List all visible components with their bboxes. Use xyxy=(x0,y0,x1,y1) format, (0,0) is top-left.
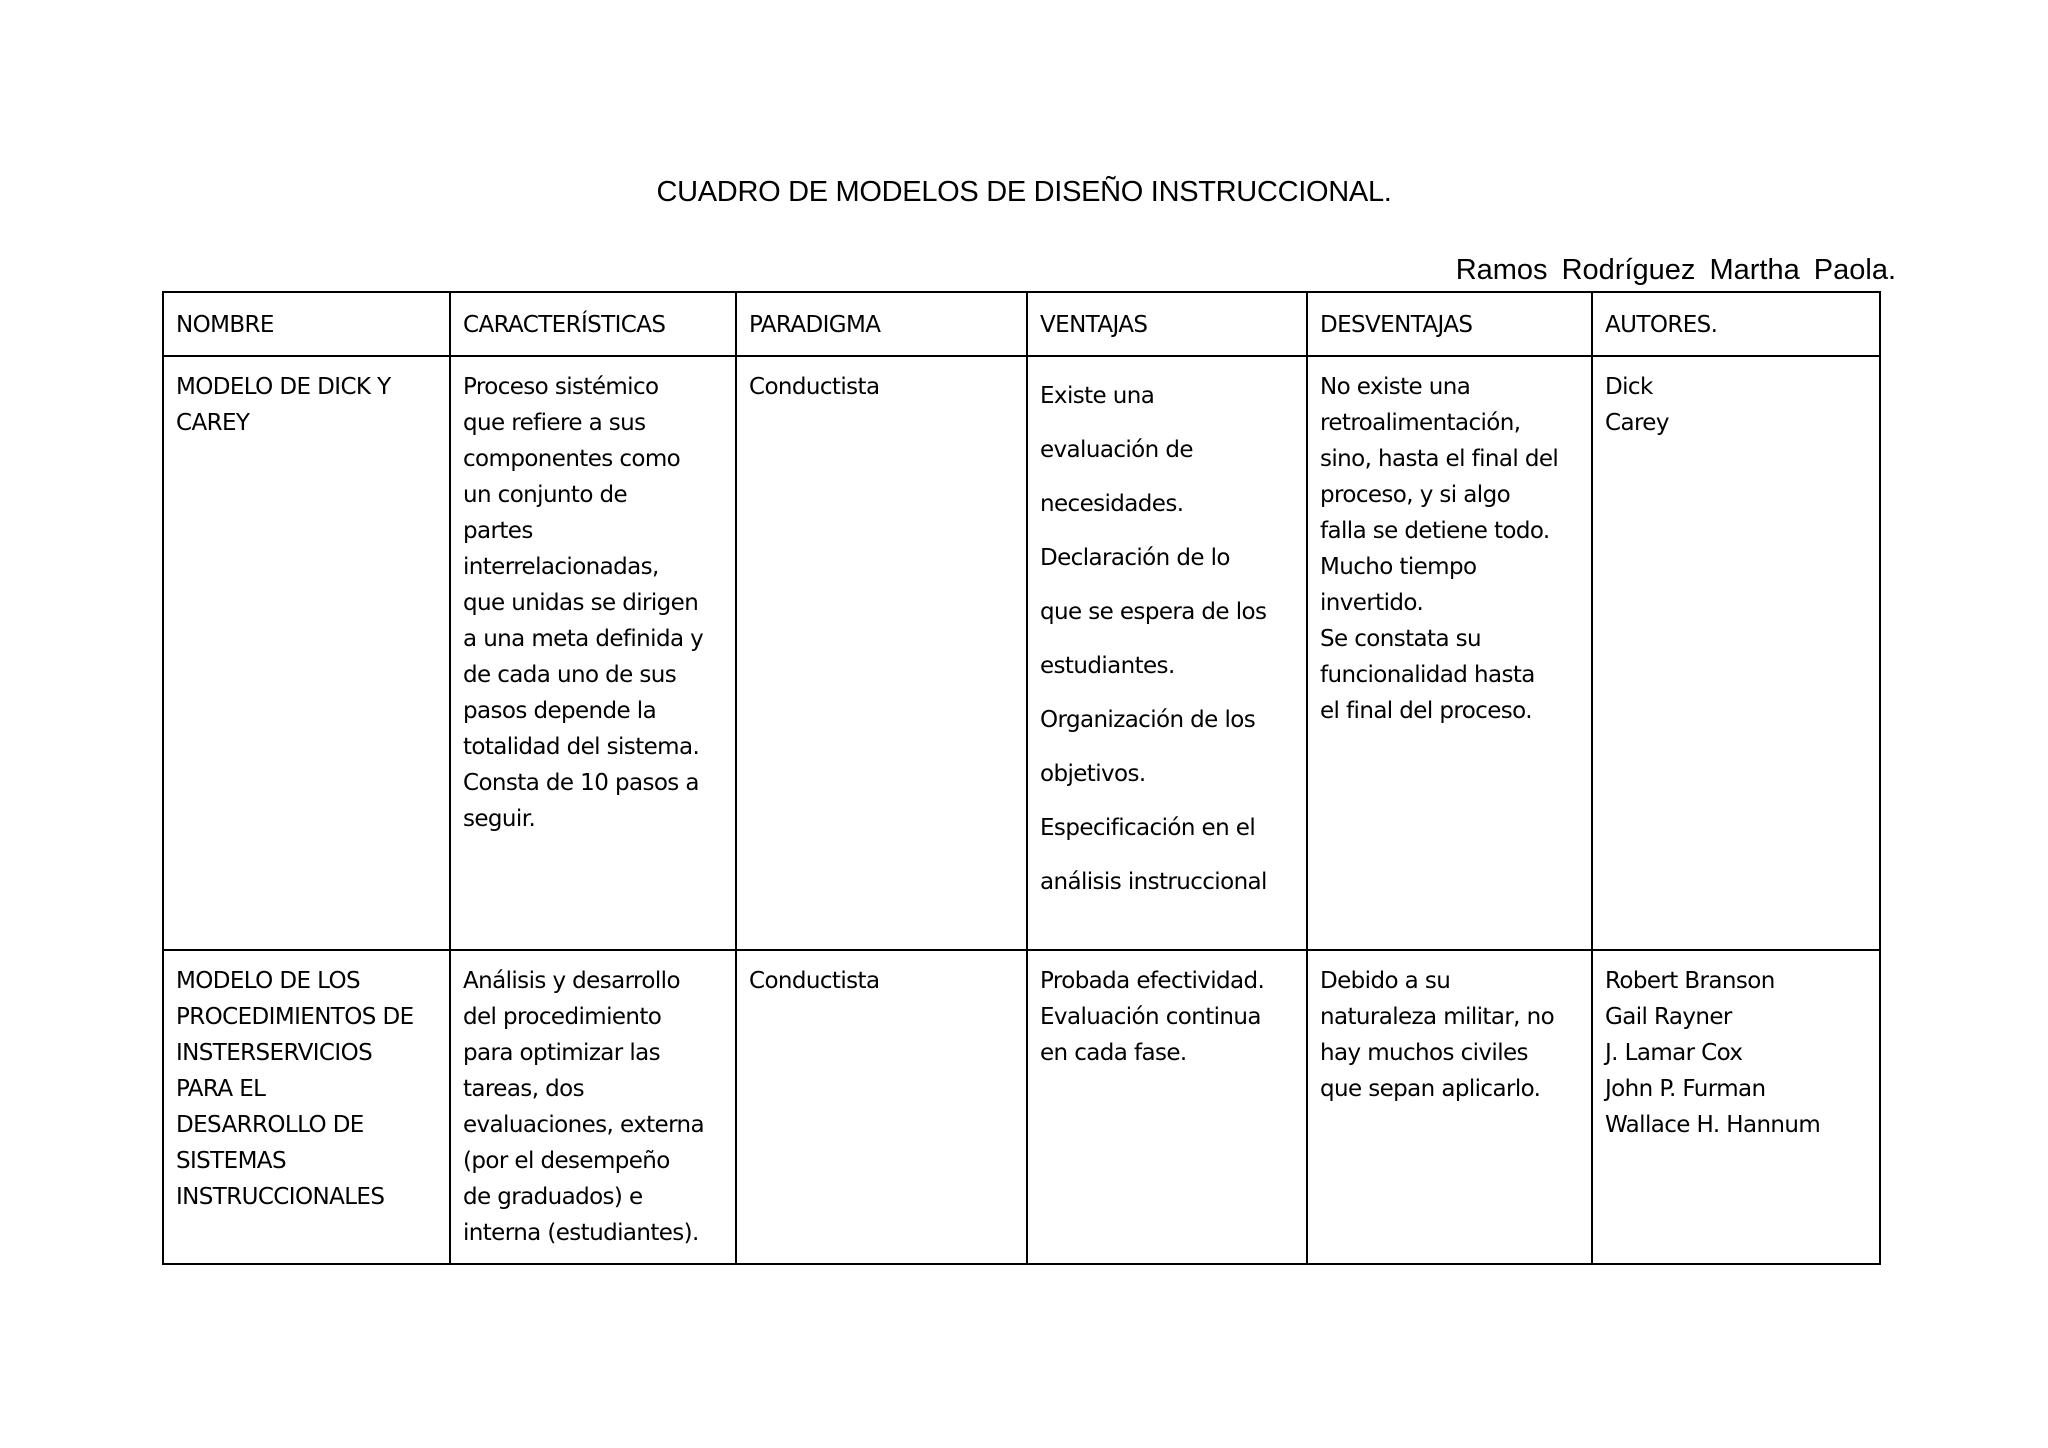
cell-text-line: evaluación de xyxy=(1040,437,1193,463)
cell-paradigma xyxy=(736,356,1027,950)
header-ventajas: VENTAJAS xyxy=(1027,292,1307,356)
cell-text-line: Conductista xyxy=(749,968,880,994)
cell-text-line: en cada fase. xyxy=(1040,1040,1187,1066)
cell-text-line: Organización de los xyxy=(1040,707,1256,733)
cell-text-line: No existe una xyxy=(1320,374,1471,400)
cell-text-line: que se espera de los xyxy=(1040,599,1267,625)
cell-text-line: invertido. xyxy=(1320,590,1424,616)
cell-text-line: Wallace H. Hannum xyxy=(1605,1112,1821,1138)
cell-text-line: Carey xyxy=(1605,410,1669,436)
cell-text-line: Se constata su xyxy=(1320,626,1482,652)
cell-text-line: partes xyxy=(463,518,533,544)
cell-text-line: CAREY xyxy=(176,410,250,436)
cell-text-line: de cada uno de sus xyxy=(463,662,677,688)
cell-text-line: a una meta definida y xyxy=(463,626,704,652)
cell-text-line: Dick xyxy=(1605,374,1653,400)
cell-text-line: Análisis y desarrollo xyxy=(463,968,680,994)
cell-text-line: PROCEDIMIENTOS DE xyxy=(176,1004,414,1030)
cell-text-line: Mucho tiempo xyxy=(1320,554,1477,580)
table-row xyxy=(163,950,1880,1264)
cell-text-line: John P. Furman xyxy=(1605,1076,1766,1102)
cell-text-line: Evaluación continua xyxy=(1040,1004,1261,1030)
cell-text-line: DESARROLLO DE xyxy=(176,1112,364,1138)
cell-desventajas xyxy=(1307,950,1592,1264)
cell-text-line: el final del proceso. xyxy=(1320,698,1532,724)
cell-text-line: de graduados) e xyxy=(463,1184,643,1210)
cell-text-line: Debido a su xyxy=(1320,968,1451,994)
cell-text-line: Probada efectividad. xyxy=(1040,968,1265,994)
cell-text-line: para optimizar las xyxy=(463,1040,661,1066)
cell-text-line: retroalimentación, xyxy=(1320,410,1521,436)
document-title: CUADRO DE MODELOS DE DISEÑO INSTRUCCIONAL. xyxy=(656,176,1392,208)
cell-text-line: MODELO DE DICK Y xyxy=(176,374,391,400)
cell-text-line: hay muchos civiles xyxy=(1320,1040,1528,1066)
header-autores: AUTORES. xyxy=(1592,292,1880,356)
cell-text-line: estudiantes. xyxy=(1040,653,1175,679)
cell-ventajas xyxy=(1027,356,1307,950)
header-paradigma: PARADIGMA xyxy=(736,292,1027,356)
cell-autores xyxy=(1592,950,1880,1264)
cell-text-line: sino, hasta el final del xyxy=(1320,446,1559,472)
cell-text-line: Conductista xyxy=(749,374,880,400)
cell-desventajas xyxy=(1307,356,1592,950)
cell-text-line: evaluaciones, externa xyxy=(463,1112,705,1138)
cell-nombre xyxy=(163,356,450,950)
cell-text-line: que sepan aplicarlo. xyxy=(1320,1076,1541,1102)
cell-text-line: (por el desempeño xyxy=(463,1148,670,1174)
cell-text-line: tareas, dos xyxy=(463,1076,584,1102)
cell-text-line: totalidad del sistema. xyxy=(463,734,700,760)
cell-text-line: J. Lamar Cox xyxy=(1605,1040,1743,1066)
cell-caracteristicas xyxy=(450,950,736,1264)
cell-text-line: Proceso sistémico xyxy=(463,374,659,400)
cell-text-line: INSTRUCCIONALES xyxy=(176,1184,385,1210)
cell-text-line: INSTERSERVICIOS xyxy=(176,1040,373,1066)
cell-text-line: objetivos. xyxy=(1040,761,1146,787)
cell-autores xyxy=(1592,356,1880,950)
cell-text-line: que unidas se dirigen xyxy=(463,590,699,616)
cell-text-line: análisis instruccional xyxy=(1040,869,1267,895)
cell-ventajas xyxy=(1027,950,1307,1264)
cell-text-line: SISTEMAS xyxy=(176,1148,286,1174)
cell-text-line: un conjunto de xyxy=(463,482,628,508)
cell-text-line: interrelacionadas, xyxy=(463,554,659,580)
cell-paradigma xyxy=(736,950,1027,1264)
cell-caracteristicas xyxy=(450,356,736,950)
cell-text-line: pasos depende la xyxy=(463,698,657,724)
cell-text-line: naturaleza militar, no xyxy=(1320,1004,1555,1030)
cell-text-line: MODELO DE LOS xyxy=(176,968,361,994)
header-caracteristicas: CARACTERÍSTICAS xyxy=(450,292,736,356)
cell-text-line: interna (estudiantes). xyxy=(463,1220,699,1246)
cell-text-line: funcionalidad hasta xyxy=(1320,662,1535,688)
cell-text-line: proceso, y si algo xyxy=(1320,482,1511,508)
cell-text-line: PARA EL xyxy=(176,1076,266,1102)
cell-text-line: necesidades. xyxy=(1040,491,1184,517)
cell-text-line: falla se detiene todo. xyxy=(1320,518,1550,544)
cell-text-line: Existe una xyxy=(1040,383,1155,409)
cell-text-line: Especificación en el xyxy=(1040,815,1256,841)
header-desventajas: DESVENTAJAS xyxy=(1307,292,1592,356)
cell-text-line: Consta de 10 pasos a xyxy=(463,770,699,796)
cell-text-line: del procedimiento xyxy=(463,1004,662,1030)
cell-text-line: Declaración de lo xyxy=(1040,545,1230,571)
cell-text-line: Robert Branson xyxy=(1605,968,1775,994)
models-table xyxy=(162,291,1881,1265)
table-row xyxy=(163,356,1880,950)
header-nombre: NOMBRE xyxy=(163,292,450,356)
cell-text-line: Gail Rayner xyxy=(1605,1004,1732,1030)
cell-text-line: que refiere a sus xyxy=(463,410,646,436)
table-header-row xyxy=(163,292,1880,356)
cell-text-line: componentes como xyxy=(463,446,681,472)
cell-nombre xyxy=(163,950,450,1264)
document-author: Ramos Rodríguez Martha Paola. xyxy=(1455,254,1896,286)
cell-text-line: seguir. xyxy=(463,806,536,832)
